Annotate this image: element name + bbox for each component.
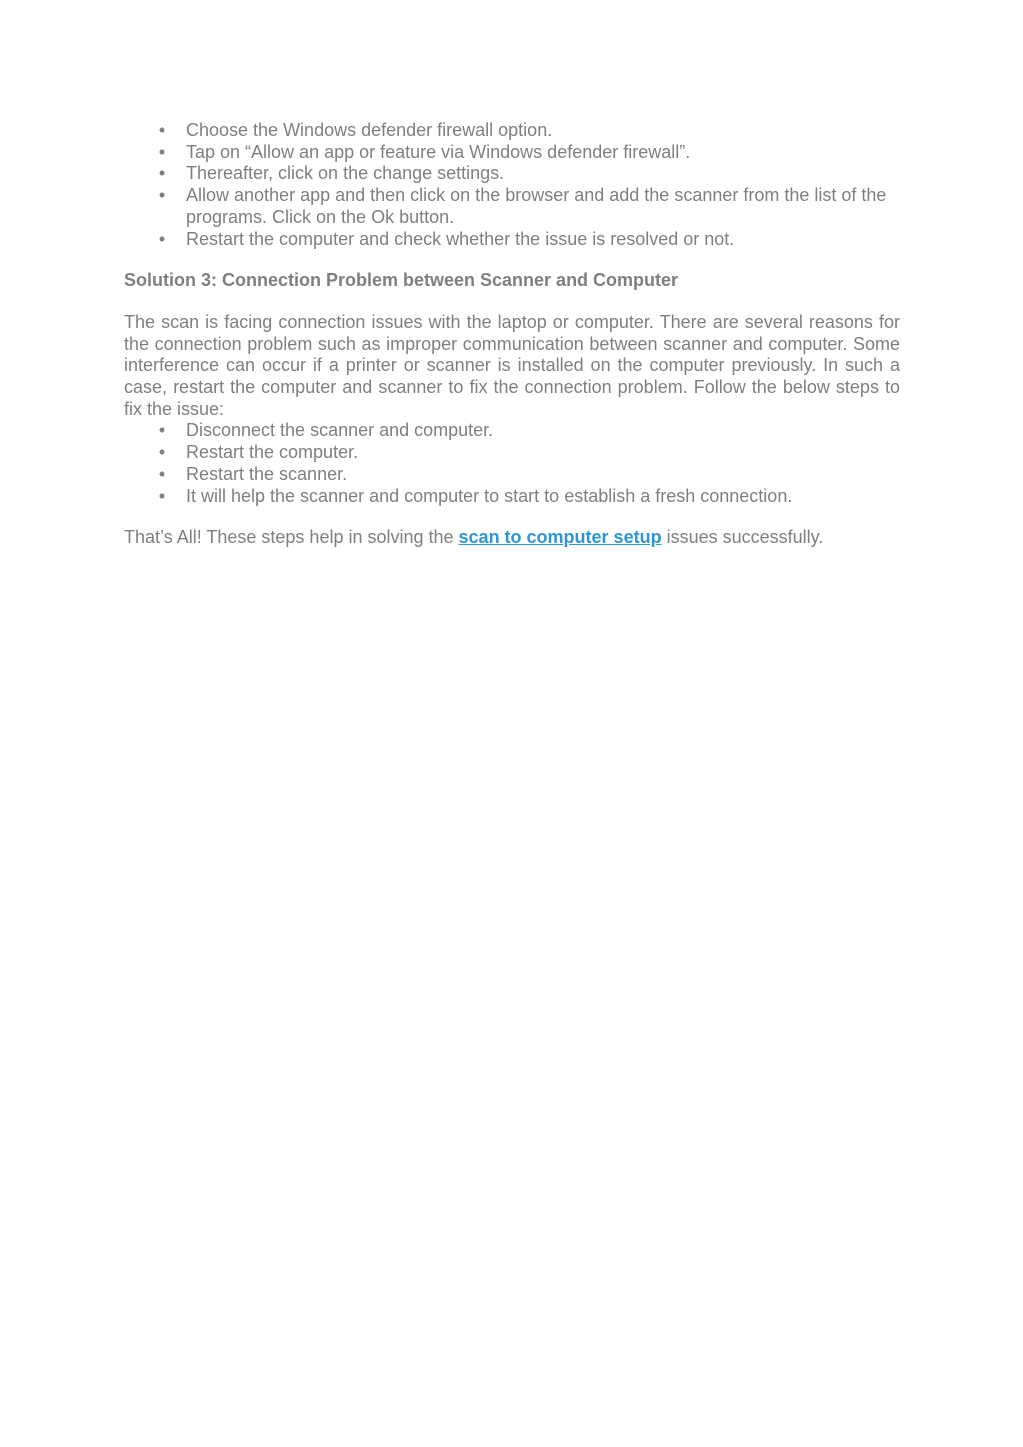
bullet-icon: • — [158, 141, 166, 162]
list-item-text: Allow another app and then click on the browser and add the scanner from the list of the programs. Click on the Ok button. — [186, 185, 887, 227]
bullet-icon: • — [158, 120, 166, 140]
scan-setup-link[interactable]: scan to computer setup — [458, 527, 662, 548]
bullet-icon: • — [158, 185, 166, 206]
list-item — [124, 442, 900, 464]
firewall-steps-list — [124, 120, 900, 250]
list-item — [124, 486, 900, 508]
document-page — [124, 120, 900, 549]
list-item — [124, 420, 900, 442]
list-item-text: Restart the computer and check whether the issue is resolved or not. — [186, 228, 735, 249]
closing-text-before: That’s All! These steps help in solving the — [124, 527, 459, 548]
list-item-text: Disconnect the scanner and computer. — [186, 420, 494, 441]
bullet-icon: • — [158, 163, 166, 184]
list-item-text: Tap on “Allow an app or feature via Windows defender firewall”. — [186, 141, 691, 162]
section-heading: Solution 3: Connection Problem between Scanner and Computer — [124, 270, 679, 291]
closing-paragraph — [124, 527, 900, 549]
list-item-text: Restart the computer. — [186, 442, 359, 463]
list-item — [124, 142, 900, 164]
list-item-text: It will help the scanner and computer to start to establish a fresh connection. — [186, 485, 793, 506]
list-item — [124, 185, 900, 228]
bullet-icon: • — [158, 463, 166, 484]
bullet-icon: • — [158, 442, 166, 463]
body-paragraph: The scan is facing connection issues with the laptop or computer. There are several reasons for the connection problem such as improper communication between scanner and computer. Some interference can occur if a printer or scanner is installed on the computer previously. In such a case, restart the computer and scanner to fix the connection problem. Follow the below steps to fix the issue: — [124, 311, 900, 419]
list-item-text: Restart the scanner. — [186, 463, 348, 484]
connection-steps-list — [124, 420, 900, 507]
list-item — [124, 120, 900, 142]
list-item — [124, 163, 900, 185]
bullet-icon: • — [158, 420, 166, 441]
bullet-icon: • — [158, 485, 166, 506]
bullet-icon: • — [158, 228, 166, 249]
list-item-text: Choose the Windows defender firewall option. — [186, 120, 553, 140]
list-item-text: Thereafter, click on the change settings. — [186, 163, 505, 184]
list-item — [124, 464, 900, 486]
list-item — [124, 229, 900, 251]
closing-text-after: issues successfully. — [661, 527, 824, 548]
